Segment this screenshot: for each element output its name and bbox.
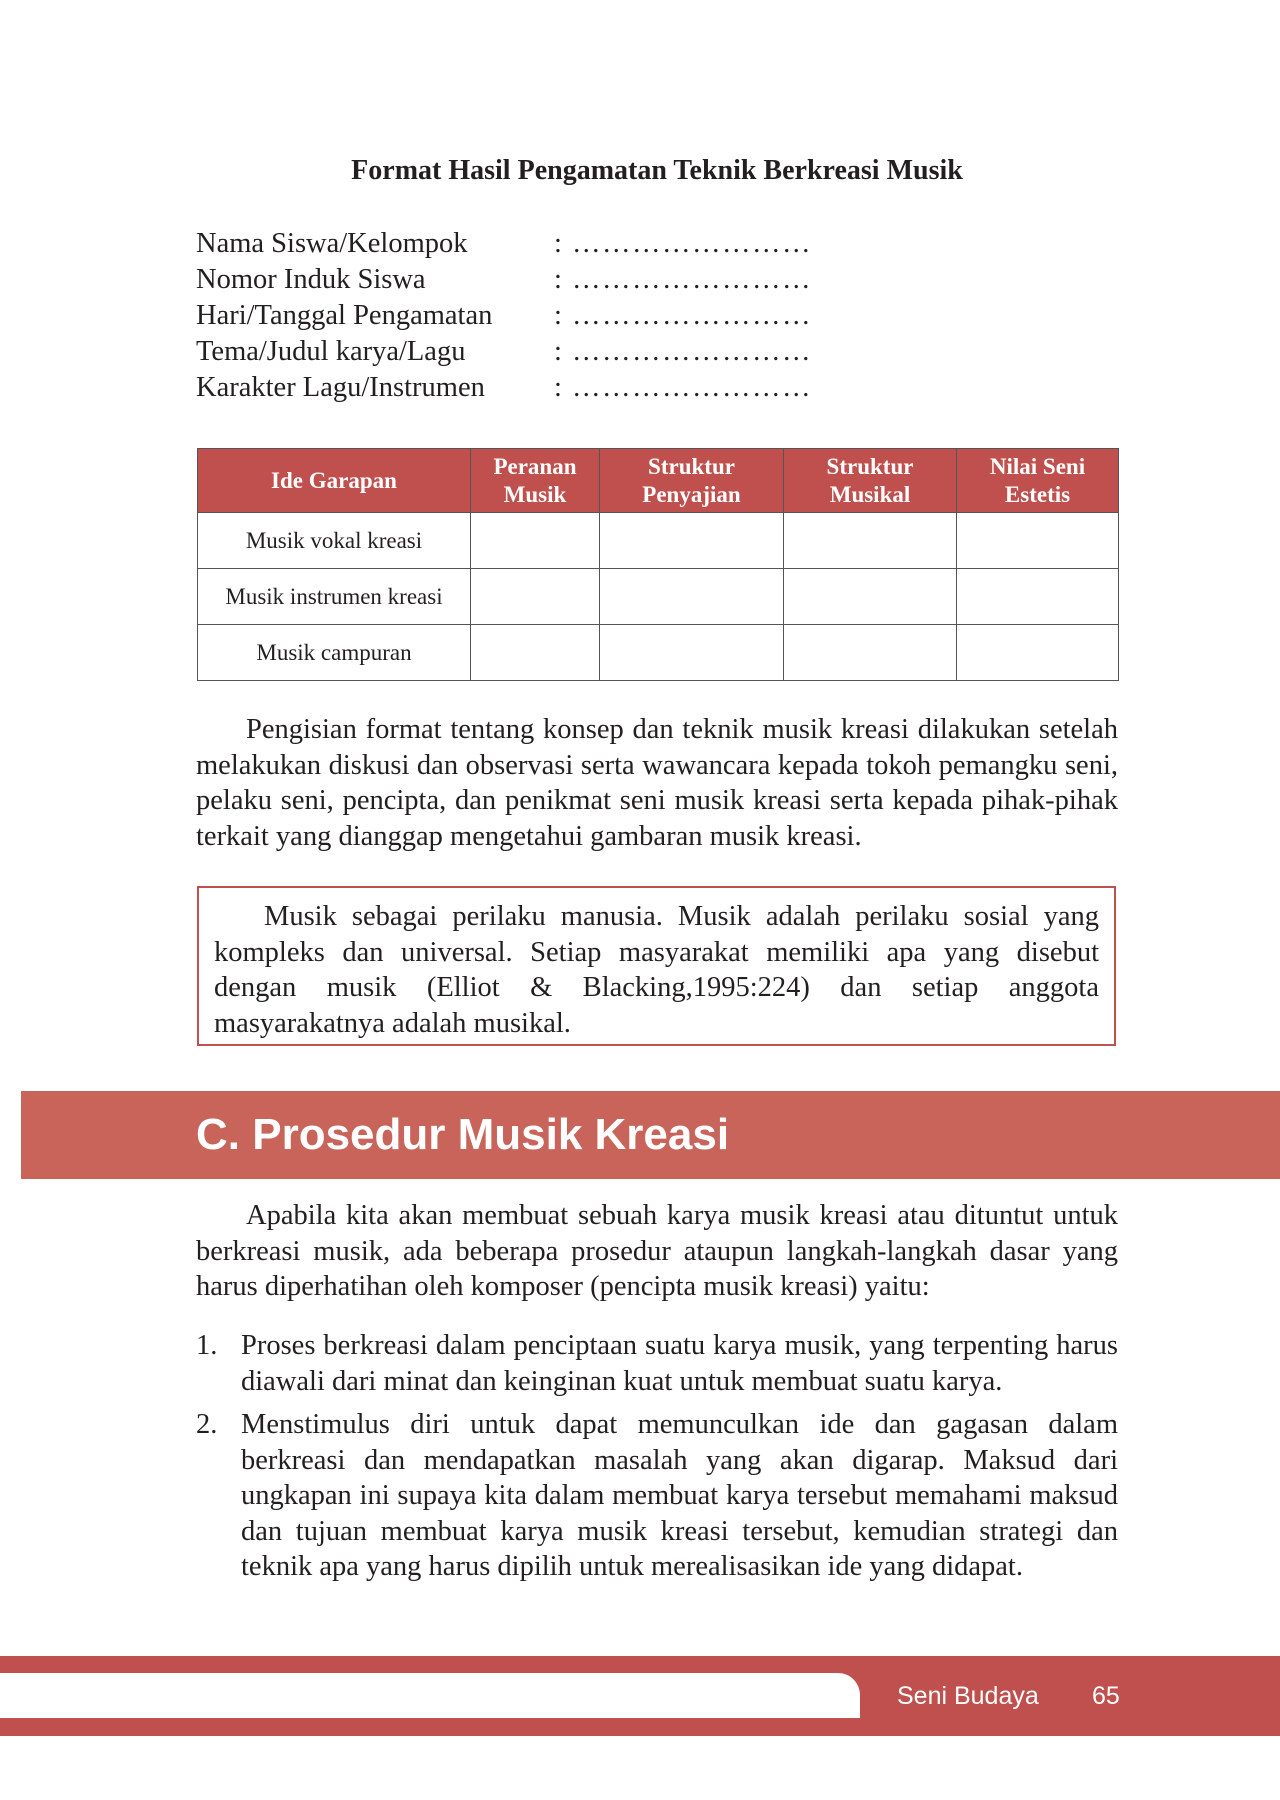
table-header-row bbox=[198, 449, 1119, 513]
table-cell bbox=[600, 513, 784, 569]
page-title: Format Hasil Pengamatan Teknik Berkreasi Musik bbox=[351, 155, 963, 186]
table-cell: Musik campuran bbox=[198, 625, 471, 681]
table-cell bbox=[784, 625, 957, 681]
form-label: Nama Siswa/Kelompok bbox=[196, 228, 468, 259]
form-blank: : …………………… bbox=[554, 228, 813, 259]
list-item bbox=[196, 1328, 1118, 1399]
form-label: Karakter Lagu/Instrumen bbox=[196, 372, 485, 403]
table-cell bbox=[471, 513, 600, 569]
header-struktur-penyajian: Struktur Penyajian bbox=[600, 449, 784, 513]
form-blank: : …………………… bbox=[554, 336, 813, 367]
page-footer bbox=[0, 1656, 1280, 1736]
paragraph-intro-procedure: Apabila kita akan membuat sebuah karya musik kreasi atau dituntut untuk berkreasi musik, ada beberapa prosedur ataupun langkah-langkah dasar yang harus diperhatihan oleh komposer (pencipta musik kreasi) yaitu: bbox=[196, 1200, 1118, 1302]
list-item bbox=[196, 1407, 1118, 1585]
table-cell bbox=[471, 569, 600, 625]
procedure-steps-list bbox=[196, 1328, 1118, 1593]
table-row bbox=[198, 569, 1119, 625]
footer-white-strip bbox=[0, 1673, 860, 1718]
list-item-number: 2. bbox=[196, 1409, 218, 1440]
table-cell bbox=[957, 513, 1119, 569]
table-cell bbox=[784, 513, 957, 569]
header-peranan-musik: Peranan Musik bbox=[471, 449, 600, 513]
paragraph-form-instructions: Pengisian format tentang konsep dan teknik musik kreasi dilakukan setelah melakukan diskusi dan observasi serta wawancara kepada tokoh pemangku seni, pelaku seni, pencipta, dan penikmat seni musik kreasi serta kepada pihak-pihak terkait yang dianggap mengetahui gambaran musik kreasi. bbox=[196, 714, 1118, 852]
form-row-student-name bbox=[196, 226, 896, 262]
header-nilai-seni-estetis: Nilai Seni Estetis bbox=[957, 449, 1119, 513]
form-label: Tema/Judul karya/Lagu bbox=[196, 336, 466, 367]
form-label: Hari/Tanggal Pengamatan bbox=[196, 300, 493, 331]
form-label: Nomor Induk Siswa bbox=[196, 264, 426, 295]
quote-box: Musik sebagai perilaku manusia. Musik adalah perilaku sosial yang kompleks dan universal. Setiap masyarakat memiliki apa yang disebut dengan musik (Elliot & Blacking,1995:224) dan setiap anggota masyarakatnya adalah musikal. bbox=[197, 886, 1116, 1046]
table-cell: Musik vokal kreasi bbox=[198, 513, 471, 569]
list-item-text: Proses berkreasi dalam penciptaan suatu karya musik, yang terpenting harus diawali dari minat dan keinginan kuat untuk membuat suatu karya. bbox=[241, 1330, 1118, 1397]
table-cell bbox=[471, 625, 600, 681]
table-cell: Musik instrumen kreasi bbox=[198, 569, 471, 625]
table-cell bbox=[957, 569, 1119, 625]
observation-form-fields bbox=[196, 226, 896, 406]
header-ide-garapan: Ide Garapan bbox=[198, 449, 471, 513]
form-blank: : …………………… bbox=[554, 300, 813, 331]
section-header-band bbox=[21, 1091, 1280, 1179]
table-row bbox=[198, 625, 1119, 681]
list-item-number: 1. bbox=[196, 1330, 218, 1361]
form-row-theme-title bbox=[196, 334, 896, 370]
observation-table bbox=[197, 448, 1119, 681]
form-blank: : …………………… bbox=[554, 372, 813, 403]
list-item-text: Menstimulus diri untuk dapat memunculkan ide dan gagasan dalam berkreasi dan mendapatkan masalah yang akan digarap. Maksud dari ungkapan ini supaya kita dalam membuat karya tersebut memahami maksud dan tujuan membuat karya musik kreasi tersebut, kemudian strategi dan teknik apa yang harus dipilih untuk merealisasikan ide yang didapat. bbox=[241, 1409, 1118, 1582]
table-row bbox=[198, 513, 1119, 569]
table-cell bbox=[957, 625, 1119, 681]
footer-book-title: Seni Budaya bbox=[897, 1682, 1039, 1710]
form-row-song-character bbox=[196, 370, 896, 406]
form-blank: : …………………… bbox=[554, 264, 813, 295]
table-cell bbox=[784, 569, 957, 625]
form-row-observation-date bbox=[196, 298, 896, 334]
section-title: C. Prosedur Musik Kreasi bbox=[196, 1110, 730, 1159]
table-cell bbox=[600, 569, 784, 625]
table-cell bbox=[600, 625, 784, 681]
footer-page-number: 65 bbox=[1092, 1682, 1120, 1710]
header-struktur-musikal: Struktur Musikal bbox=[784, 449, 957, 513]
form-row-student-number bbox=[196, 262, 896, 298]
